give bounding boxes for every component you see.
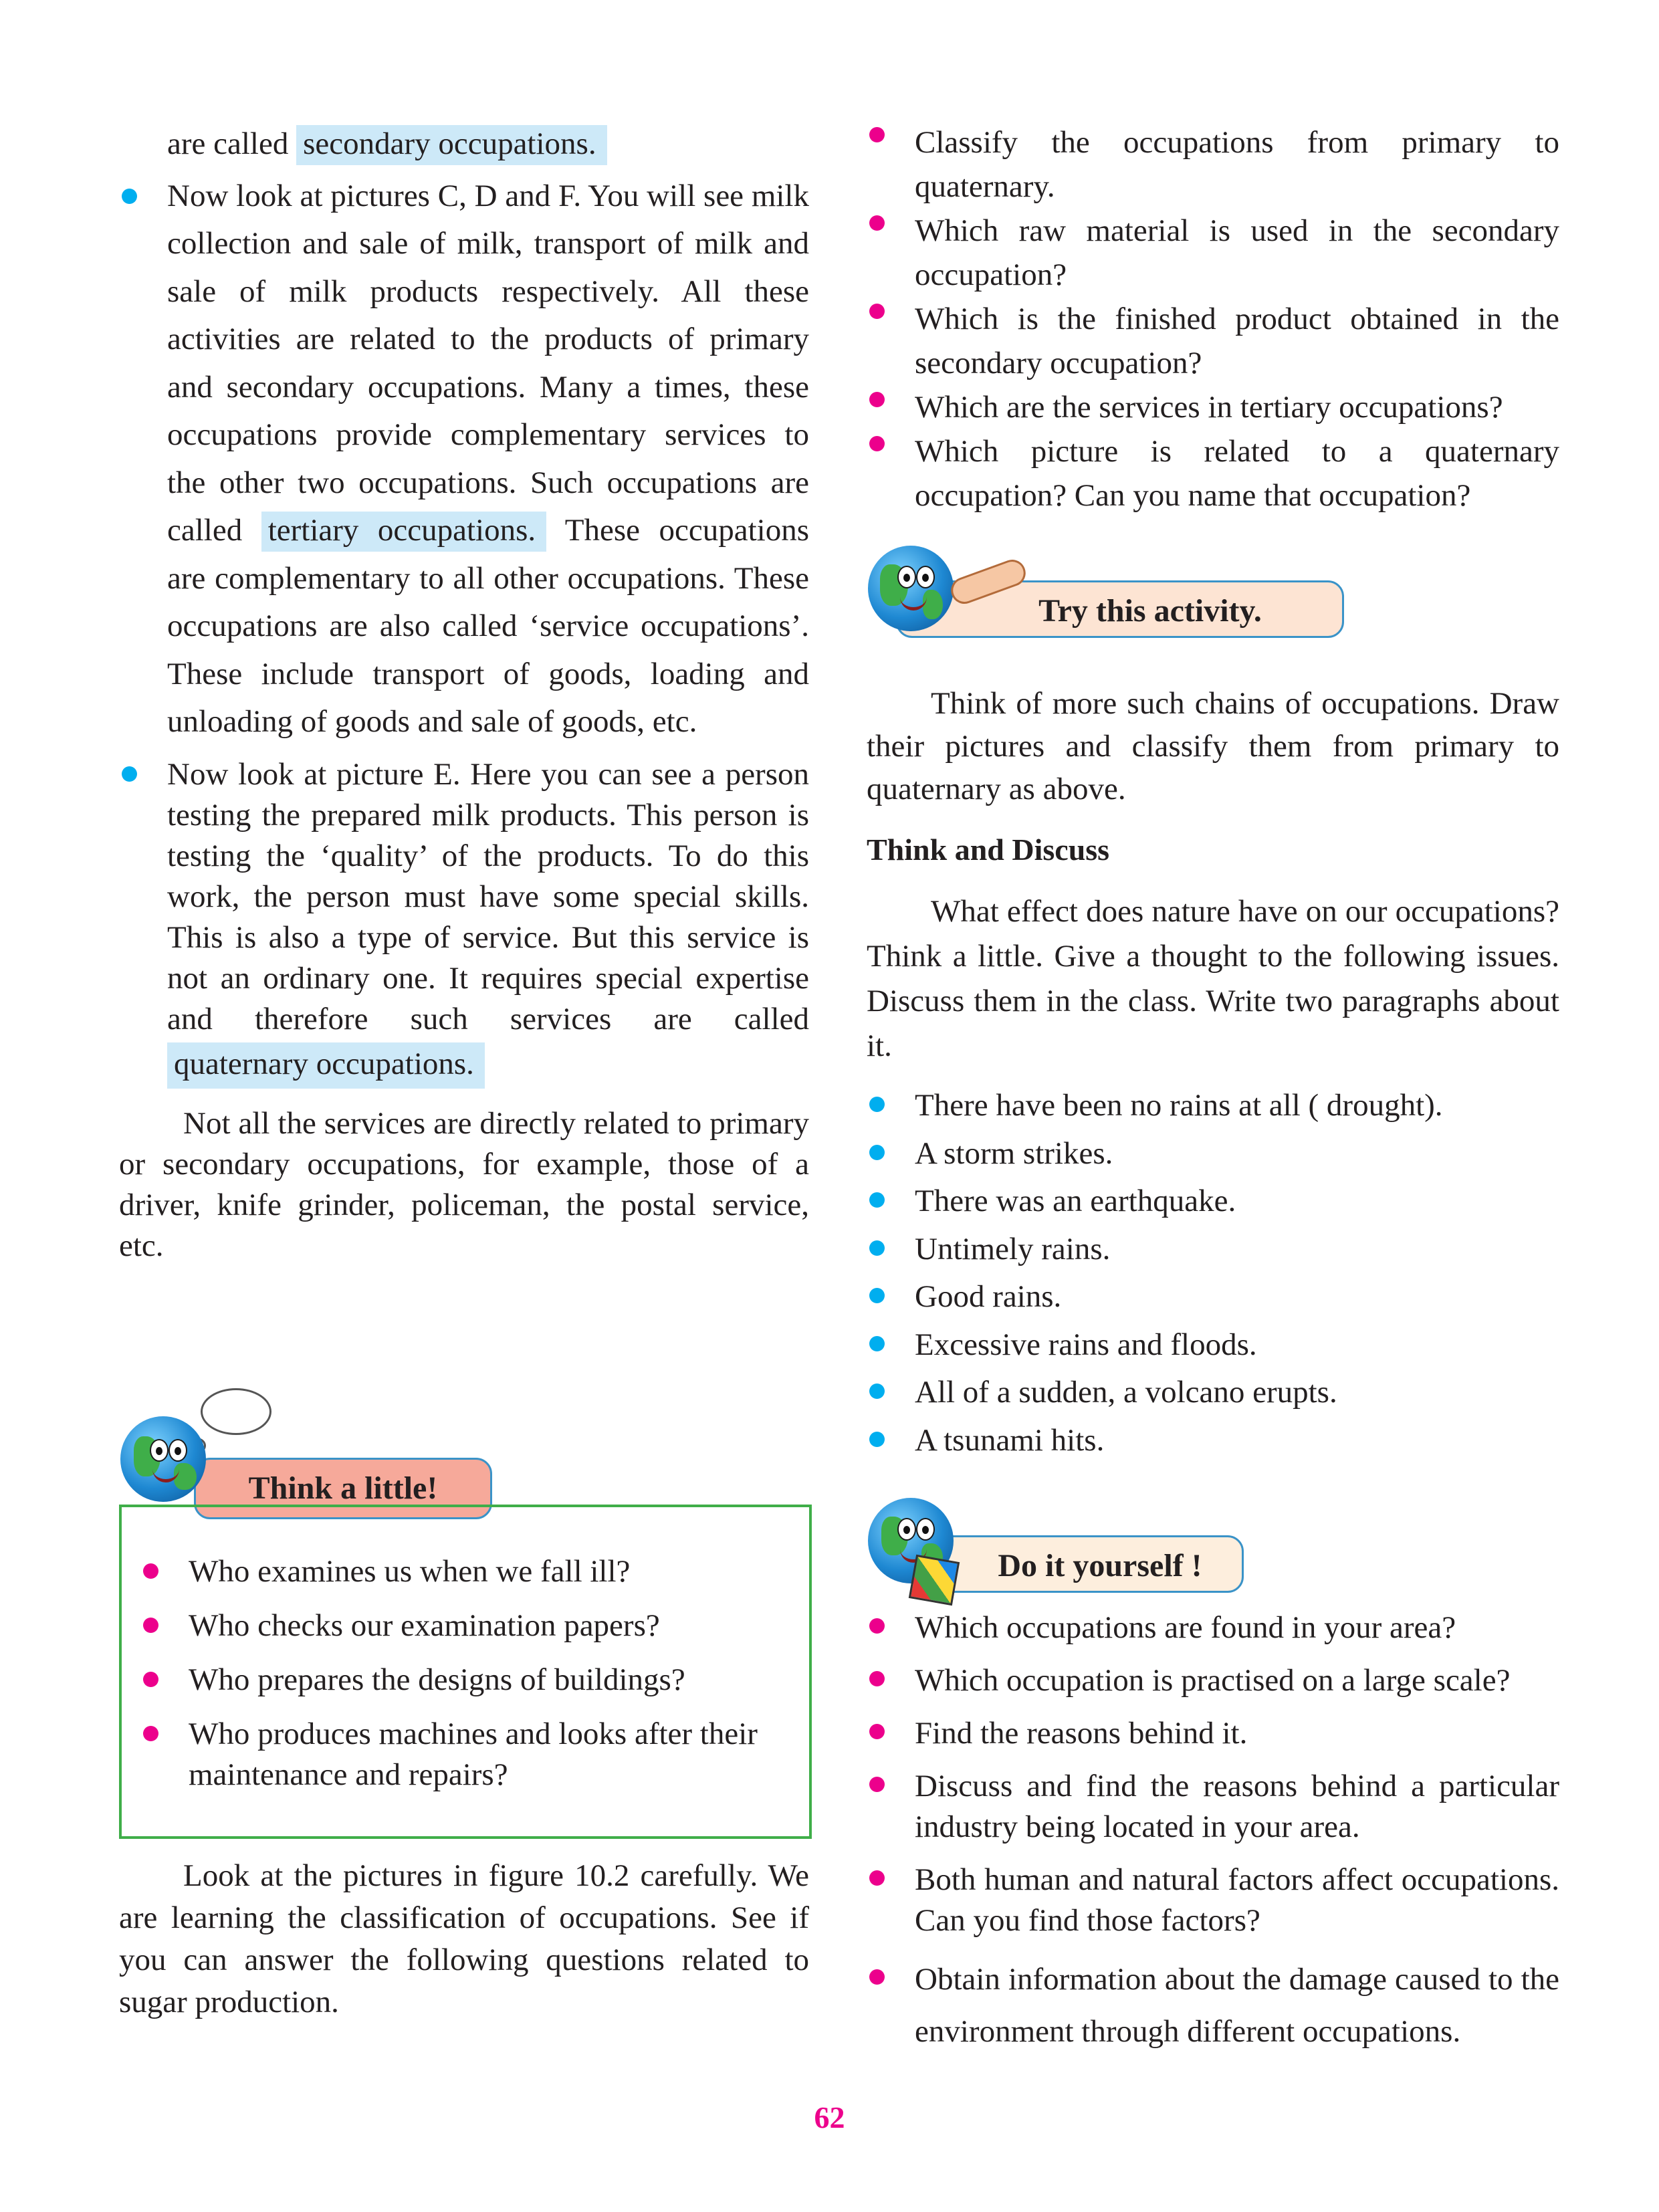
list-item: Which are the services in tertiary occupations? — [867, 385, 1559, 429]
list-item: Who prepares the designs of buildings? — [140, 1660, 782, 1700]
list-item: Which occupation is practised on a large scale? — [867, 1660, 1559, 1701]
list-item: All of a sudden, a volcano erupts. — [867, 1369, 1559, 1417]
bullet-dot — [869, 1618, 885, 1634]
bullet-dot — [869, 215, 885, 231]
list-item: Who checks our examination papers? — [140, 1606, 782, 1646]
bullet-dot — [869, 1097, 885, 1112]
list-item: Obtain information about the damage caused to the environment through different occupations. — [867, 1953, 1559, 2058]
think-a-little-box — [119, 1505, 812, 1839]
list-item: There have been no rains at all ( drought). — [867, 1082, 1559, 1130]
bullet-quaternary: Now look at picture E. Here you can see a person testing the prepared milk products. This person is testing the ‘quality’ of the products. To do this work, the person must have some special skills. This is also a type of service. But this service is not an ordinary one. It requires special expertise and therefore such services are called quaternary occupations. — [119, 754, 809, 1089]
think-and-discuss-heading: Think and Discuss — [867, 833, 1110, 867]
bullet-dot — [869, 1336, 885, 1351]
rubik-cube-icon — [909, 1555, 960, 1606]
list-item: Who produces machines and looks after their maintenance and repairs? — [140, 1714, 782, 1795]
do-it-list — [867, 1608, 1559, 2058]
bullet-dot — [869, 127, 885, 142]
highlight-tertiary-occupations: tertiary occupations. — [261, 512, 546, 552]
do-it-yourself-title: Do it yourself ! — [923, 1535, 1244, 1593]
list-item: Good rains. — [867, 1273, 1559, 1321]
bullet-dot — [869, 1240, 885, 1256]
bullet-dot — [869, 1384, 885, 1399]
bullet-dot — [869, 1724, 885, 1739]
bullet-dot — [143, 1726, 158, 1741]
bullet-tertiary: Now look at pictures C, D and F. You will see milk collection and sale of milk, transport of milk and sale of milk products respectively. All these activities are related to the products of primary and secondary occupations. Many a times, these occupations provide complementary services to the other two occupations. Such occupations are called tertiary occupations. These occupations are complementary to all other occupations. These occupations are also called ‘service occupations’. These include transport of goods, loading and unloading of goods and sale of goods, etc. — [119, 173, 809, 746]
list-item: Classify the occupations from primary to quaternary. — [867, 120, 1559, 209]
bullet-dot — [869, 1671, 885, 1686]
list-item: Untimely rains. — [867, 1226, 1559, 1274]
bullet-dot — [869, 304, 885, 319]
paragraph-try-activity: Think of more such chains of occupations. Draw their pictures and classify them from primary to quaternary as above. — [867, 686, 1559, 806]
think-list — [140, 1551, 782, 1795]
bullet-dot — [869, 1192, 885, 1208]
list-item: Find the reasons behind it. — [867, 1713, 1559, 1754]
list-item: A tsunami hits. — [867, 1417, 1559, 1465]
bullet-dot — [869, 1288, 885, 1303]
bullet-dot — [122, 766, 137, 782]
list-item: Who examines us when we fall ill? — [140, 1551, 782, 1592]
issues-list — [867, 1082, 1559, 1464]
think-a-little-title: Think a little! — [194, 1458, 492, 1519]
bullet-dot — [143, 1618, 158, 1633]
bullet-dot — [143, 1563, 158, 1579]
bullet-dot — [869, 392, 885, 407]
bullet-dot — [869, 436, 885, 451]
list-item: A storm strikes. — [867, 1130, 1559, 1178]
paragraph-discuss: What effect does nature have on our occupations? Think a little. Give a thought to the following issues. Discuss them in the class. Write two paragraphs about it. — [867, 894, 1559, 1063]
list-item: Which occupations are found in your area? — [867, 1608, 1559, 1648]
list-item: Both human and natural factors affect occupations. Can you find those factors? — [867, 1860, 1559, 1941]
list-item: Discuss and find the reasons behind a particular industry being located in your area. — [867, 1766, 1559, 1848]
bullet-dot — [122, 189, 137, 204]
bullet-dot — [869, 1870, 885, 1886]
highlight-secondary-occupations: secondary occupations. — [296, 125, 607, 165]
bullet-dot — [869, 1432, 885, 1447]
right-column — [867, 120, 1559, 518]
question-list — [867, 120, 1559, 518]
thought-bubble — [201, 1388, 271, 1435]
list-item: There was an earthquake. — [867, 1178, 1559, 1226]
continued-line: are called secondary occupations. — [119, 120, 809, 169]
paragraph-sugar-production: Look at the pictures in figure 10.2 carefully. We are learning the classification of occupations. See if you can answer the following questions related to sugar production. — [119, 1858, 809, 2019]
bullet-dot — [143, 1672, 158, 1687]
list-item: Which is the finished product obtained in the secondary occupation? — [867, 297, 1559, 385]
globe-mascot-icon — [868, 546, 954, 631]
globe-mascot-icon — [120, 1416, 206, 1502]
try-this-activity-title: Try this activity. — [896, 580, 1344, 638]
bullet-dot — [869, 1145, 885, 1160]
bullet-dot — [869, 1777, 885, 1792]
left-column — [119, 120, 809, 1266]
list-item: Excessive rains and floods. — [867, 1321, 1559, 1369]
bullet-dot — [869, 1969, 885, 1985]
list-item: Which raw material is used in the secondary occupation? — [867, 209, 1559, 297]
highlight-quaternary-occupations: quaternary occupations. — [167, 1042, 485, 1089]
page-number: 62 — [814, 2100, 845, 2134]
paragraph-services: Not all the services are directly related to primary or secondary occupations, for example, those of a driver, knife grinder, policeman, the postal service, etc. — [119, 1105, 809, 1263]
list-item: Which picture is related to a quaternary occupation? Can you name that occupation? — [867, 429, 1559, 518]
